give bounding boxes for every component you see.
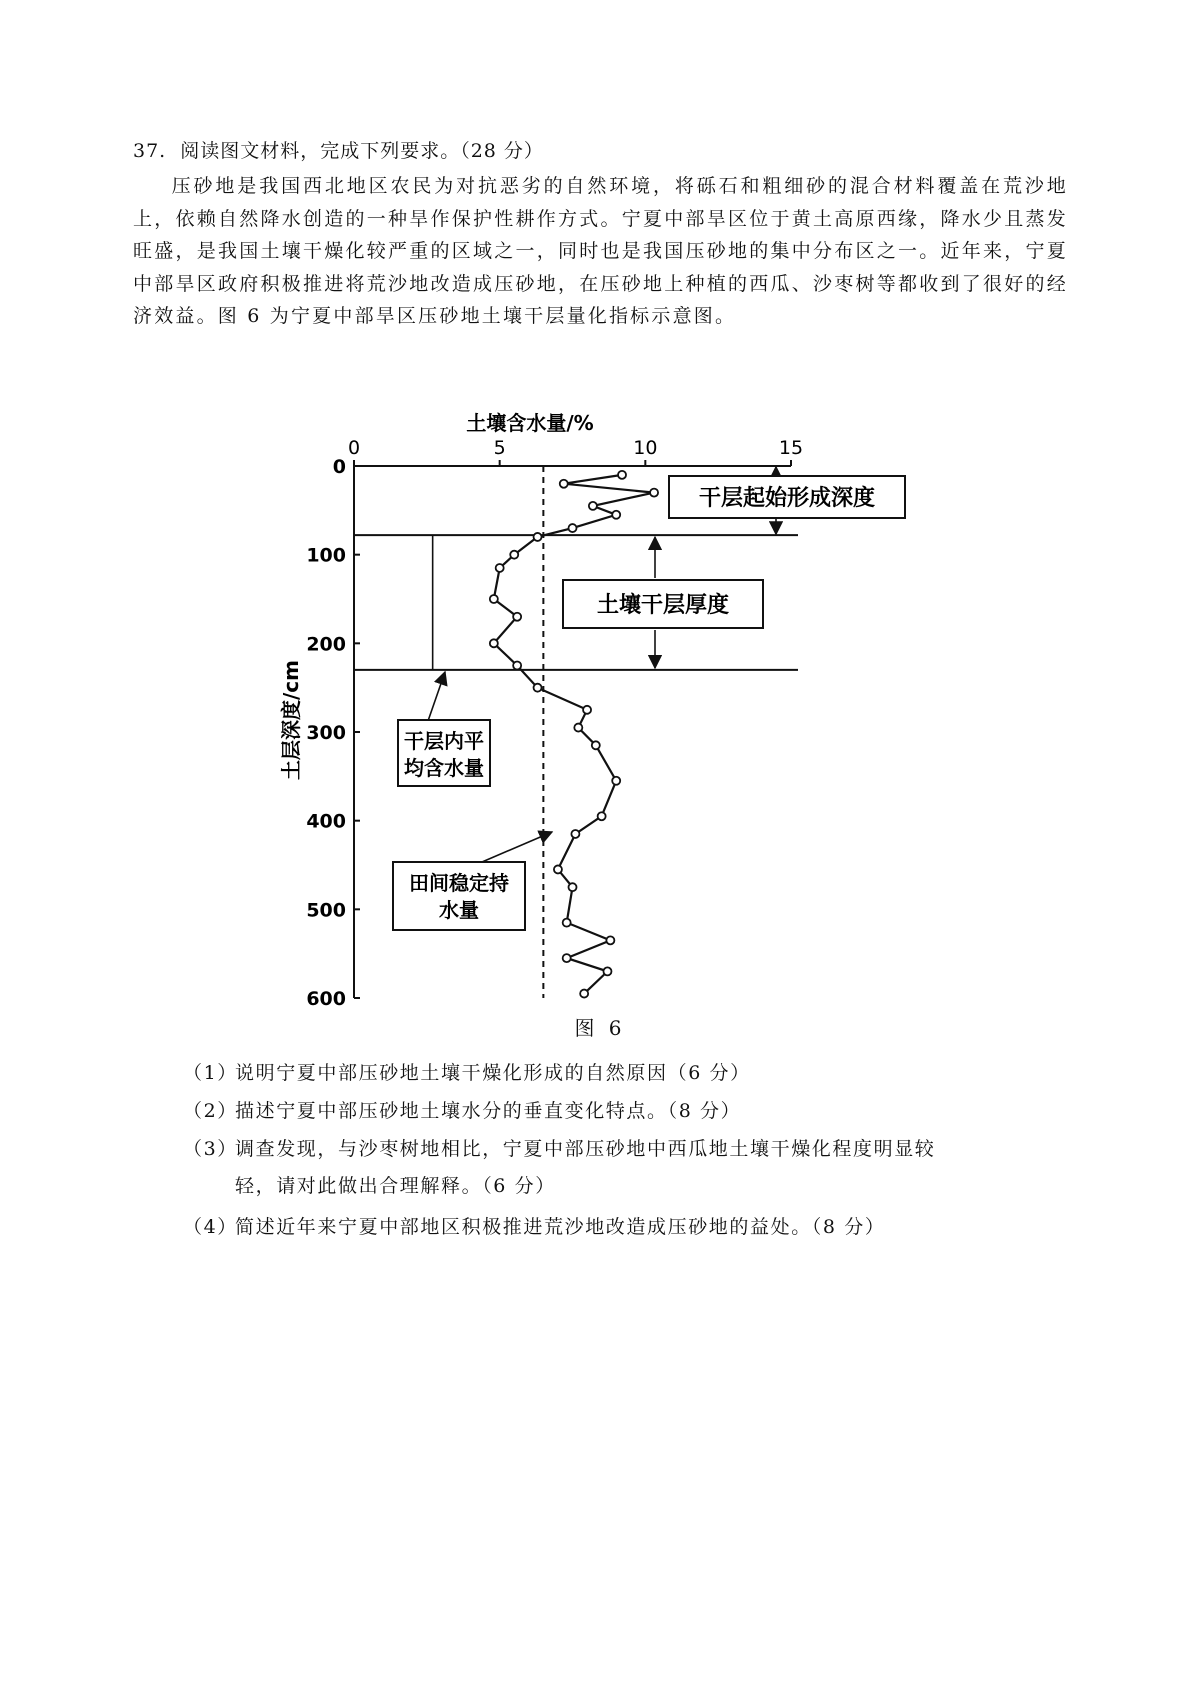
moisture-point [589,502,597,510]
subquestion-text: 简述近年来宁夏中部地区积极推进荒沙地改造成压砂地的益处。（8 分） [235,1216,886,1238]
moisture-point [554,865,562,873]
subquestion-2 [183,1096,741,1123]
field-capacity-pointer [482,832,552,862]
subquestion-3 [183,1134,935,1198]
subquestion-text: 调查发现，与沙枣树地相比，宁夏中部压砂地中西瓜地土壤干燥化程度明显较 [235,1138,936,1160]
moisture-point [569,524,577,532]
moisture-point [606,936,614,944]
y-tick-label: 400 [306,810,346,833]
mean-moisture-label-line1: 干层内平 [404,729,484,753]
moisture-point [618,471,626,479]
field-capacity-label-line1: 田间稳定持 [409,871,509,895]
subquestion-text: 描述宁夏中部压砂地土壤水分的垂直变化特点。（8 分） [235,1100,742,1122]
subquestion-label: （1） [183,1062,238,1084]
y-tick-label: 600 [306,988,346,1010]
moisture-point [592,741,600,749]
subquestion-label: （3） [183,1138,238,1160]
subquestion-label: （2） [183,1100,238,1122]
paragraph-line: 区之一。近年来，宁夏中部旱区政府积极推进将荒沙地改造成压砂地，在压砂地上种植的 [133,240,1068,295]
onset-depth-label: 干层起始形成深度 [698,486,876,511]
moisture-point [563,919,571,927]
x-tick-label: 15 [778,437,804,459]
y-tick-label: 200 [306,633,346,656]
y-tick-label: 100 [306,544,346,567]
question-number: 37. [133,140,167,162]
moisture-point [598,812,606,820]
moisture-point [490,595,498,603]
moisture-point [650,489,658,497]
subquestion-text-continuation: 轻，请对此做出合理解释。（6 分） [235,1175,556,1197]
mean-moisture-pointer [428,672,445,721]
subquestion-4 [183,1212,885,1239]
field-capacity-label-line2: 水量 [439,898,479,922]
moisture-point [571,830,579,838]
y-tick-label: 0 [332,456,346,478]
moisture-point [563,954,571,962]
moisture-point [612,777,620,785]
y-tick-label: 300 [306,722,346,744]
paragraph-line: 压砂地是我国西北地区农民为对抗恶劣的自然环境，将砾石和粗细砂的混合材料覆盖在 [171,175,1004,197]
moisture-point [513,613,521,621]
moisture-point [560,480,568,488]
figure-caption: 图 6 [574,1016,626,1040]
moisture-point [496,564,504,572]
moisture-point [603,967,611,975]
moisture-point [612,511,620,519]
x-ticks [348,437,803,466]
paragraph-line: 荒沙地上，依赖自然降水创造的一种旱作保护性耕作方式。宁夏中部旱区位于黄土高原西缘， [133,175,1068,230]
moisture-point [510,551,518,559]
y-tick-label: 500 [306,899,346,922]
mean-moisture-label-line2: 均含水量 [404,756,484,780]
paragraph-line: 西瓜、沙枣树等都收到了很好的经济效益。图 6 为宁夏中部旱区压砂地土壤干层量化指 [133,272,1068,327]
moisture-point [534,684,542,692]
moisture-point [574,724,582,732]
moisture-point [534,533,542,541]
moisture-point [580,990,588,998]
x-tick-label: 10 [633,437,658,459]
moisture-point [513,662,521,670]
subquestion-1 [183,1058,751,1085]
thickness-label: 土壤干层厚度 [596,593,730,618]
moisture-point [490,639,498,647]
y-ticks [306,456,360,1010]
x-axis-label: 土壤含水量/% [466,411,594,435]
subquestion-text: 说明宁夏中部压砂地土壤干燥化形成的自然原因（6 分） [235,1062,751,1084]
y-axis-label: 土层深度/cm [279,660,303,780]
subquestion-label: （4） [183,1216,238,1238]
moisture-point [583,706,591,714]
question-instruction: 阅读图文材料，完成下列要求。（28 分） [180,140,544,162]
x-tick-label: 5 [493,437,506,459]
moisture-point [569,883,577,891]
x-tick-label: 0 [347,437,361,459]
paragraph-line: 标示意图。 [630,305,737,327]
paragraph-line: 降水少且蒸发旺盛，是我国土壤干燥化较严重的区域之一，同时也是我国压砂地的集中分布 [133,207,1069,262]
